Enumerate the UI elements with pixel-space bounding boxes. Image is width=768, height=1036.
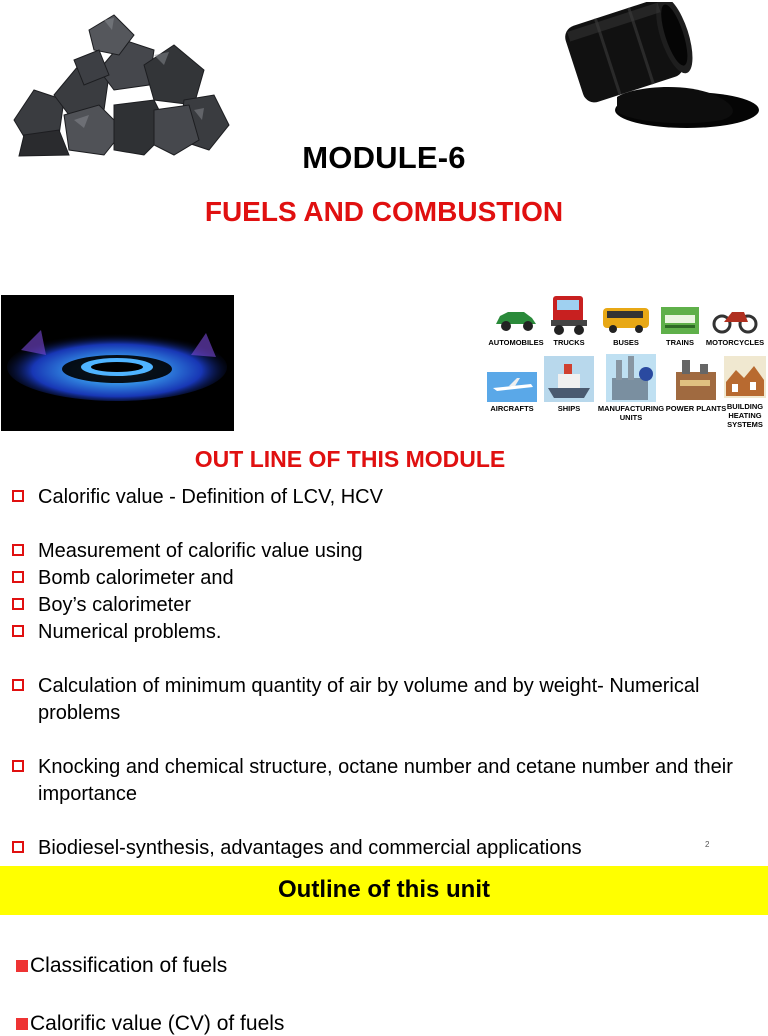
- list-item: Calculation of minimum quantity of air by volume and by weight- Numerical problems: [10, 673, 750, 727]
- unit-title: Outline of this unit: [278, 876, 490, 903]
- checkbox-bullet-icon: [12, 679, 24, 691]
- truck-icon: [545, 290, 593, 336]
- checkbox-bullet-icon: [12, 490, 24, 502]
- list-item: Measurement of calorific value using: [10, 538, 750, 565]
- aircraft-icon: [487, 372, 537, 402]
- unit-list-item: Calorific value (CV) of fuels: [16, 1012, 284, 1036]
- factory-icon: [606, 354, 656, 402]
- checkbox-bullet-icon: [12, 841, 24, 853]
- checkbox-bullet-icon: [12, 544, 24, 556]
- list-item: Knocking and chemical structure, octane number and cetane number and their importance: [10, 754, 750, 808]
- bus-icon: [601, 302, 651, 336]
- app-item-ships: SHIPS: [534, 356, 604, 413]
- module-subtitle: FUELS AND COMBUSTION: [204, 196, 564, 227]
- app-item-trains: TRAINS: [645, 305, 715, 347]
- square-bullet-icon: [16, 1018, 28, 1030]
- outline-heading: OUT LINE OF THIS MODULE: [194, 446, 506, 472]
- checkbox-bullet-icon: [12, 760, 24, 772]
- list-item: Bomb calorimeter and: [10, 565, 750, 592]
- list-item: Boy’s calorimeter: [10, 592, 750, 619]
- checkbox-bullet-icon: [12, 571, 24, 583]
- coal-image: [4, 10, 232, 158]
- app-item-motorcycles: MOTORCYCLES: [700, 300, 768, 347]
- square-bullet-icon: [16, 960, 28, 972]
- building-icon: [722, 352, 768, 400]
- ship-icon: [544, 356, 594, 402]
- outline-list: [10, 484, 750, 862]
- motorcycle-icon: [710, 300, 760, 336]
- app-item-buses: BUSES: [591, 302, 661, 347]
- app-item-power-plants: POWER PLANTS: [661, 356, 731, 413]
- page-number: 2: [705, 840, 710, 849]
- car-icon: [492, 300, 540, 336]
- app-item-aircrafts: AIRCRAFTS: [477, 372, 547, 413]
- gas-flame-image: [1, 295, 234, 431]
- list-item: Numerical problems.: [10, 619, 750, 646]
- module-title: MODULE-6: [302, 140, 466, 175]
- train-icon: [660, 305, 700, 336]
- unit-list-item: Classification of fuels: [16, 954, 227, 978]
- app-item-automobiles: AUTOMOBILES: [481, 300, 551, 347]
- app-item-trucks: TRUCKS: [534, 290, 604, 347]
- app-item-building-heating-systems: BUILDING HEATING SYSTEMS: [710, 352, 768, 429]
- checkbox-bullet-icon: [12, 625, 24, 637]
- list-item: Calorific value - Definition of LCV, HCV: [10, 484, 750, 511]
- app-item-manufacturing-units: MANUFACTURING UNITS: [596, 354, 666, 422]
- oil-barrel-image: [562, 2, 762, 132]
- list-item: Biodiesel-synthesis, advantages and commercial applications: [10, 835, 750, 862]
- checkbox-bullet-icon: [12, 598, 24, 610]
